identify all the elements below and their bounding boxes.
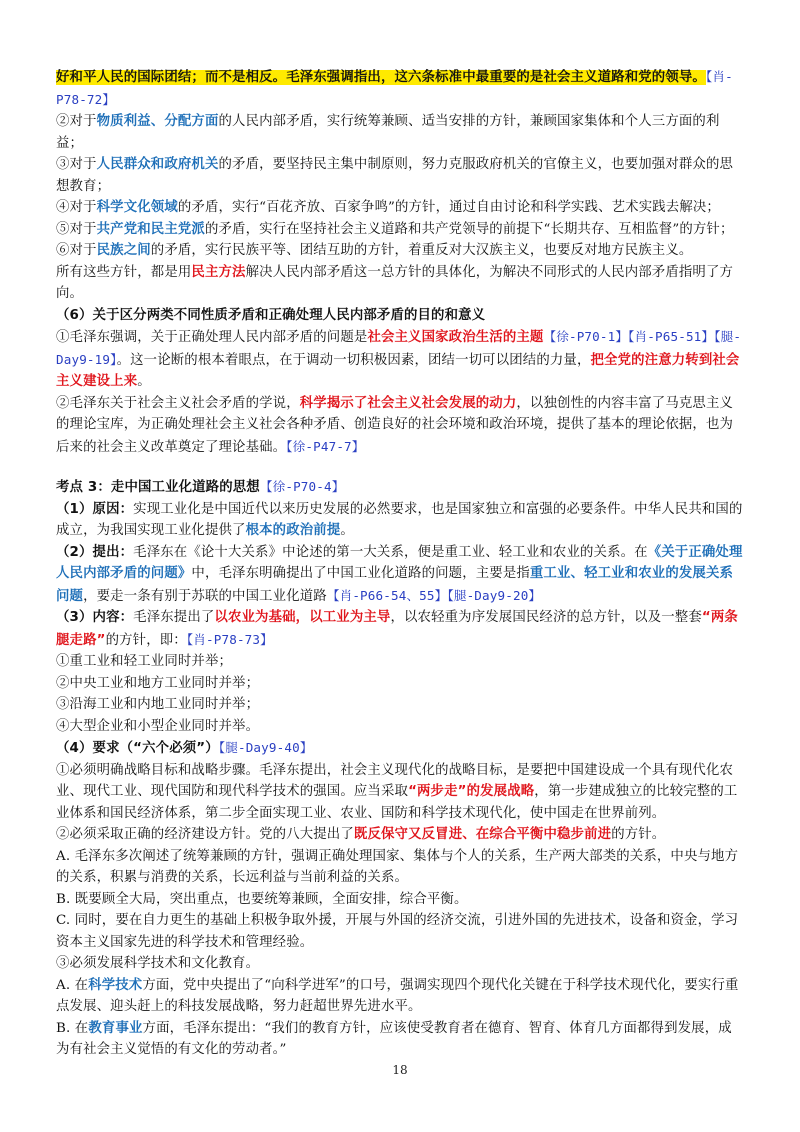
- paragraph: [56, 66, 744, 111]
- emphasis-text: 科学揭示了社会主义社会发展的动力: [299, 395, 517, 411]
- paragraph: [56, 737, 744, 760]
- text-run: 方面，毛泽东提出：“我们的教育方针，应该使受教育者在德育、智育、体育几方面都得到发展，成为有社会主义觉悟的有文化的劳动者。”: [56, 1020, 732, 1057]
- emphasis-text: （3）内容：: [56, 610, 134, 625]
- paragraph: [56, 760, 744, 825]
- page-number: 18: [392, 1063, 408, 1077]
- text-run: ，第一步建成独立的比较完整的工业体系和国民经济体系，第二步全面实现工业、农业、国防和科学技术现代化，使中国走在世界前列。: [56, 784, 738, 821]
- text-run: ，要走一条有别于苏联的中国工业化道路: [83, 588, 327, 604]
- paragraph: [56, 154, 744, 197]
- paragraph: [56, 607, 744, 651]
- paragraph: [56, 673, 744, 695]
- emphasis-text: 以农业为基础，以工业为主导: [214, 610, 391, 625]
- emphasis-text: 好和平人民的国际团结；而不是相反。毛泽东强调指出，这六条标准中最重要的是社会主义道路和党的领导。: [56, 70, 706, 85]
- paragraph: [56, 111, 744, 154]
- text-run: B. 在: [56, 1020, 89, 1036]
- text-run: 。: [137, 374, 151, 389]
- text-run: ②对于: [56, 114, 97, 129]
- text-run: A. 在: [56, 977, 89, 993]
- text-run: A. 毛泽东多次阐述了统筹兼顾的方针，强调正确处理国家、集体与个人的关系，生产两大部类的关系，中央与地方的关系，积累与消费的关系，长远利益与当前利益的关系。: [56, 848, 739, 885]
- text-run: 的方针，即：: [105, 632, 187, 648]
- text-run: ③必须发展科学技术和文化教育。: [56, 956, 260, 971]
- text-run: 解决人民内部矛盾这一总方针的具体化，为解决不同形式的人民内部矛盾指明了方向。: [56, 264, 734, 301]
- text-run: B. 既要顾全大局，突出重点，也要统筹兼顾，全面安排，综合平衡。: [56, 891, 468, 907]
- paragraph: [56, 326, 744, 393]
- emphasis-text: 物质利益、分配方面: [96, 114, 219, 129]
- emphasis-text: 共产党和民主党派: [96, 221, 205, 237]
- paragraph: [56, 219, 744, 241]
- emphasis-text: 根本的政治前提: [245, 523, 341, 538]
- text-run: ②必须采取正确的经济建设方针。党的八大提出了: [56, 827, 354, 842]
- reference-tag: 【徐-P47-7】: [286, 438, 365, 454]
- emphasis-text: 科学技术: [88, 977, 143, 993]
- emphasis-text: “两步走”的发展战略: [408, 784, 535, 799]
- emphasis-text: （4）要求（“六个必须”）: [56, 741, 219, 756]
- text-run: ③对于: [56, 157, 97, 172]
- text-run: 的矛盾，实行“百花齐放、百家争鸣”的方针，通过自由讨论和科学实践、艺术实践去解决；: [177, 200, 720, 215]
- text-run: ⑥对于: [56, 243, 97, 258]
- emphasis-text: 人民群众和政府机关: [96, 157, 219, 172]
- paragraph: [56, 910, 744, 953]
- reference-tag: 【肖-P78-73】: [186, 631, 273, 647]
- text-run: 方面，党中央提出了“向科学进军”的口号，强调实现四个现代化关键在于科学技术现代化，要实行重点发展、迎头赶上的科技发展战略，努力赶超世界先进水平。: [56, 977, 739, 1014]
- reference-tag: 【肖-P78-72】: [56, 69, 733, 107]
- paragraph: [56, 889, 744, 911]
- reference-tag: 【腿-Day9-40】: [218, 740, 313, 755]
- text-run: 中，毛泽东明确提出了中国工业化道路的问题，主要是指: [191, 566, 530, 581]
- spacer: [56, 458, 744, 476]
- text-run: 的方针。: [611, 827, 666, 842]
- text-run: 的人民内部矛盾，实行统筹兼顾、适当安排的方针，兼顾国家集体和个人三方面的利益；: [56, 114, 720, 151]
- emphasis-text: 把全党的注意力转到社会主义建设上来: [56, 352, 740, 389]
- emphasis-text: 科学文化领域: [96, 200, 178, 215]
- paragraph: [56, 393, 744, 459]
- text-run: 的矛盾，要坚持民主集中制原则，努力克服政府机关的官僚主义，也要加强对群众的思想教育；: [56, 157, 734, 194]
- paragraph: [56, 824, 744, 846]
- paragraph: [56, 240, 744, 262]
- emphasis-text: 重工业、轻工业和农业的发展关系问题: [56, 566, 734, 604]
- text-run: ④对于: [56, 200, 97, 215]
- emphasis-text: 民族之间: [96, 243, 151, 258]
- paragraph: [56, 499, 744, 542]
- text-run: ⑤对于: [56, 221, 97, 237]
- emphasis-text: 《关于正确处理人民内部矛盾的问题》: [56, 544, 743, 581]
- document-body: [56, 66, 744, 1061]
- text-run: 的矛盾，实行在坚持社会主义道路和共产党领导的前提下“长期共存、互相监督”的方针；: [204, 221, 734, 237]
- text-run: ①毛泽东强调，关于正确处理人民内部矛盾的问题是: [56, 330, 368, 345]
- text-run: 所有这些方针，都是用: [56, 264, 192, 280]
- paragraph: [56, 953, 744, 975]
- text-run: ①重工业和轻工业同时并举；: [56, 654, 233, 669]
- paragraph: [56, 716, 744, 738]
- text-run: 毛泽东提出了: [133, 610, 215, 625]
- text-run: ②中央工业和地方工业同时并举；: [56, 675, 260, 691]
- text-run: 。: [340, 523, 354, 538]
- emphasis-text: （1）原因：: [56, 501, 134, 517]
- text-run: ，以农轻重为序发展国民经济的总方针，以及一整套: [390, 610, 702, 625]
- emphasis-text: 既反保守又反冒进、在综合平衡中稳步前进: [353, 827, 612, 842]
- paragraph: [56, 975, 744, 1018]
- emphasis-text: （2）提出：: [56, 544, 134, 560]
- text-run: ②毛泽东关于社会主义社会矛盾的学说，: [56, 395, 300, 411]
- emphasis-text: （6）关于区分两类不同性质矛盾和正确处理人民内部矛盾的目的和意义: [56, 307, 486, 323]
- reference-tag: 【徐-P70-4】: [259, 479, 345, 494]
- paragraph: [56, 542, 744, 608]
- text-run: 实现工业化是中国近代以来历史发展的必然要求，也是国家独立和富强的必要条件。中华人民共和国的成立，为我国实现工业化提供了: [56, 501, 743, 538]
- text-run: ④大型企业和小型企业同时并举。: [56, 718, 260, 734]
- text-run: 毛泽东在《论十大关系》中论述的第一大关系，便是重工业、轻工业和农业的关系。在: [133, 544, 648, 560]
- paragraph: [56, 262, 744, 305]
- emphasis-text: 社会主义国家政治生活的主题: [367, 330, 544, 345]
- paragraph: [56, 197, 744, 219]
- paragraph: [56, 846, 744, 889]
- paragraph: [56, 651, 744, 673]
- emphasis-text: “两条腿走路”: [56, 610, 738, 648]
- paragraph: [56, 1018, 744, 1061]
- text-run: ①必须明确战略目标和战略步骤。毛泽东提出，社会主义现代化的战略目标，是要把中国建设成一个具有现代化农业、现代工业、现代国防和现代科学技术的强国。应当采取: [56, 762, 734, 799]
- paragraph: [56, 305, 744, 327]
- text-run: 。这一论断的根本着眼点，在于调动一切积极因素，团结一切可以团结的力量，: [116, 352, 591, 368]
- text-run: ③沿海工业和内地工业同时并举；: [56, 697, 260, 712]
- paragraph: [56, 476, 744, 499]
- reference-tag: 【徐-P70-1】【肖-P65-51】【腿-Day9-19】: [56, 329, 742, 367]
- paragraph: [56, 694, 744, 716]
- header-watermark: [550, 28, 710, 34]
- emphasis-text: 民主方法: [191, 264, 246, 280]
- emphasis-text: 考点 3：走中国工业化道路的思想: [56, 480, 260, 495]
- text-run: C. 同时，要在自力更生的基础上积极争取外援，开展与外国的经济交流，引进外国的先进技术，设备和资金，学习资本主义国家先进的科学技术和管理经验。: [56, 913, 739, 950]
- emphasis-text: 教育事业: [88, 1020, 143, 1036]
- reference-tag: 【肖-P66-54、55】【腿-Day9-20】: [326, 587, 542, 603]
- text-run: 的矛盾，实行民族平等、团结互助的方针，着重反对大汉族主义，也要反对地方民族主义。: [150, 243, 693, 258]
- text-run: ，以独创性的内容丰富了马克思主义的理论宝库，为正确处理社会主义社会各种矛盾、创造良好的社会环境和政治环境，提供了基本的理论依据，也为后来的社会主义改革奠定了理论基础。: [56, 395, 734, 455]
